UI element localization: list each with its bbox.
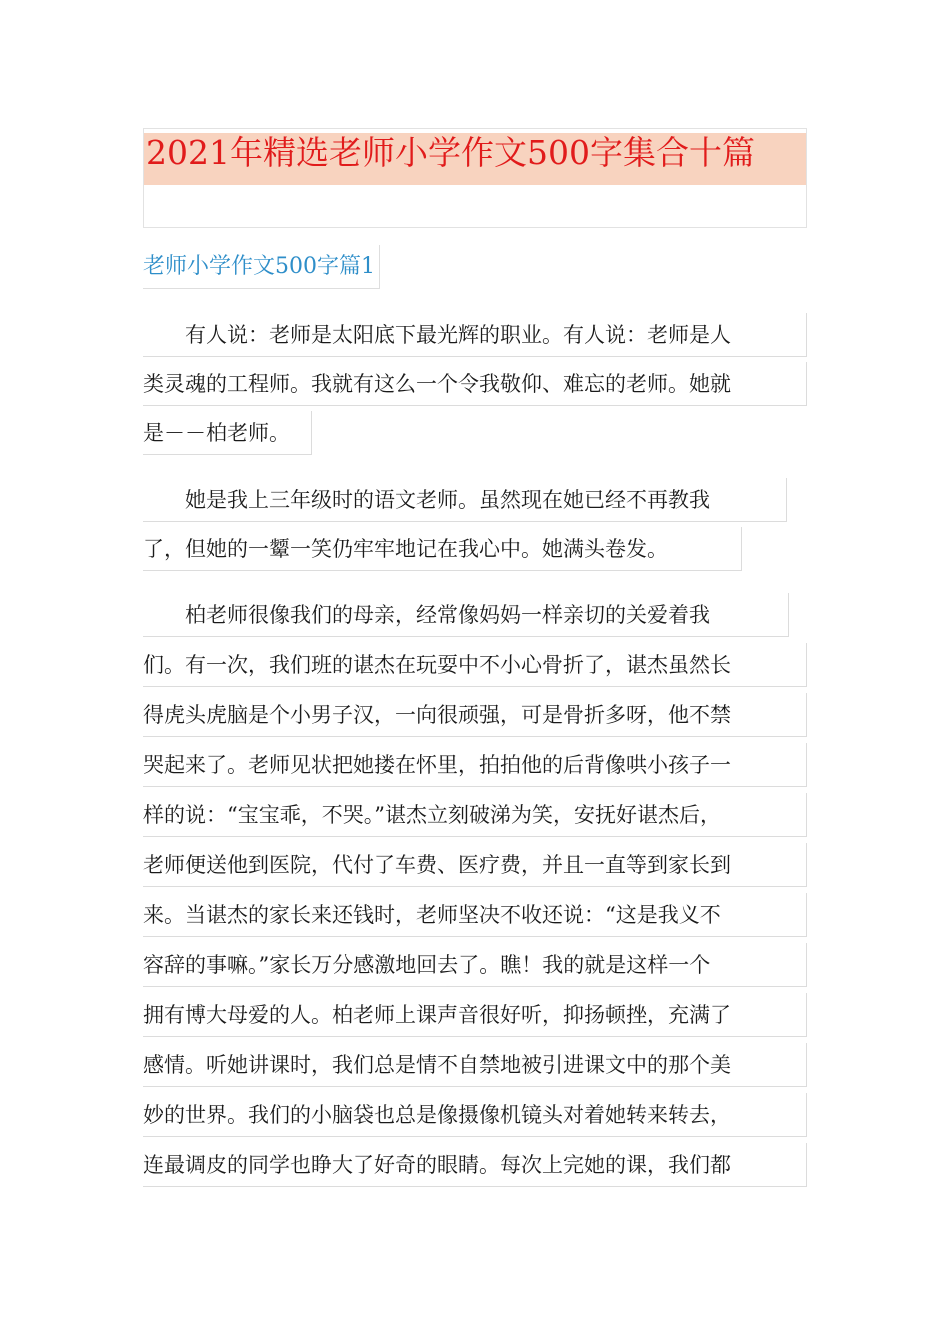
page-title: 2021年精选老师小学作文500字集合十篇 (146, 133, 755, 172)
section-heading: 老师小学作文500字篇1 (143, 245, 380, 289)
paragraph-line: 拥有博大母爱的人。柏老师上课声音很好听，抑扬顿挫，充满了 (143, 993, 807, 1037)
paragraph-line: 感情。听她讲课时，我们总是情不自禁地被引进课文中的那个美 (143, 1043, 807, 1087)
title-box (143, 128, 807, 228)
paragraph-line: 了，但她的一颦一笑仍牢牢地记在我心中。她满头卷发。 (143, 527, 742, 571)
paragraph-line: 类灵魂的工程师。我就有这么一个令我敬仰、难忘的老师。她就 (143, 362, 807, 406)
paragraph-line: 是－－柏老师。 (143, 411, 312, 455)
paragraph-line: 哭起来了。老师见状把她搂在怀里，拍拍他的后背像哄小孩子一 (143, 743, 807, 787)
paragraph-line: 有人说：老师是太阳底下最光辉的职业。有人说：老师是人 (143, 313, 807, 357)
paragraph-line: 她是我上三年级时的语文老师。虽然现在她已经不再教我 (143, 478, 787, 522)
paragraph-line: 样的说：“宝宝乖，不哭。”谌杰立刻破涕为笑，安抚好谌杰后， (143, 793, 807, 837)
paragraph-line: 得虎头虎脑是个小男子汉，一向很顽强，可是骨折多呀，他不禁 (143, 693, 807, 737)
paragraph-line: 容辞的事嘛。”家长万分感激地回去了。瞧！我的就是这样一个 (143, 943, 807, 987)
paragraph-line: 连最调皮的同学也睁大了好奇的眼睛。每次上完她的课，我们都 (143, 1143, 807, 1187)
paragraph-line: 柏老师很像我们的母亲，经常像妈妈一样亲切的关爱着我 (143, 593, 789, 637)
paragraph-line: 老师便送他到医院，代付了车费、医疗费，并且一直等到家长到 (143, 843, 807, 887)
paragraph-line: 来。当谌杰的家长来还钱时，老师坚决不收还说：“这是我义不 (143, 893, 807, 937)
paragraph-line: 们。有一次，我们班的谌杰在玩耍中不小心骨折了，谌杰虽然长 (143, 643, 807, 687)
paragraph-line: 妙的世界。我们的小脑袋也总是像摄像机镜头对着她转来转去， (143, 1093, 807, 1137)
